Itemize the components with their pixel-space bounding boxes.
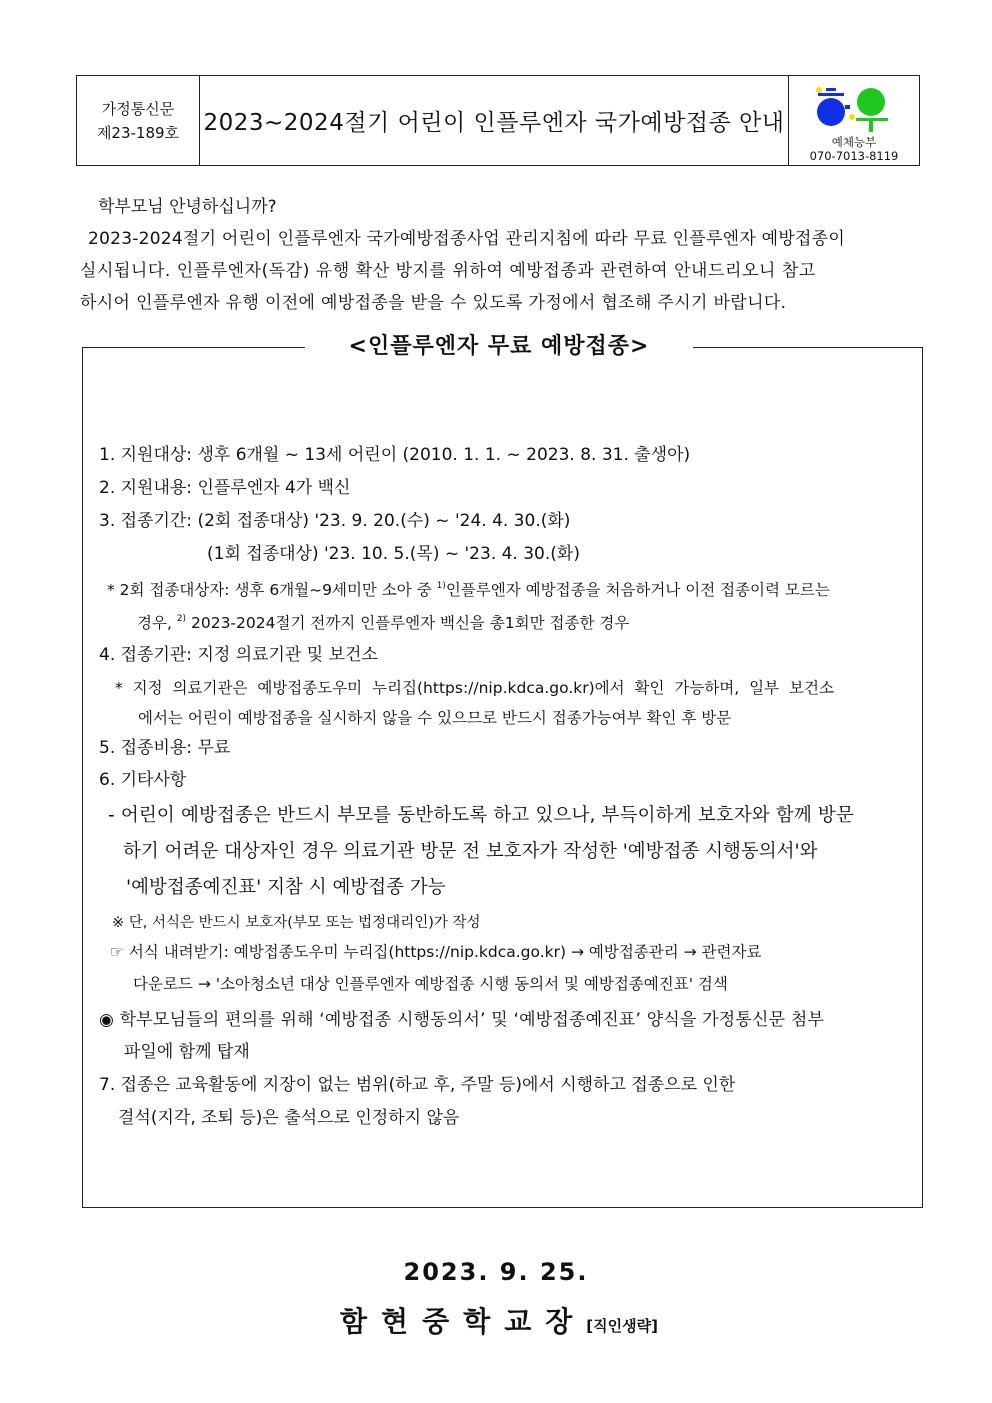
- item-3-period: 3. 접종기간: (2회 접종대상) '23. 9. 20.(수) ~ '24. 4. 30.(화): [99, 511, 571, 531]
- item-7-line-2: 결석(지각, 조퇴 등)은 출석으로 인정하지 않음: [118, 1108, 460, 1128]
- document-title: 2023~2024절기 어린이 인플루엔자 국가예방접종 안내: [200, 76, 789, 165]
- item-4-institution: 4. 접종기관: 지정 의료기관 및 보건소: [99, 645, 378, 665]
- contact-phone: 070-7013-8119: [809, 149, 899, 163]
- item-3-period-second: (1회 접종대상) '23. 10. 5.(목) ~ '23. 4. 30.(화): [207, 544, 580, 564]
- department-label: 예체능부: [831, 135, 877, 149]
- greeting: 학부모님 안녕하십니까?: [98, 197, 277, 217]
- note-3-line-2: [137, 609, 629, 633]
- footnote-marker-2: 2): [176, 614, 187, 624]
- item-6-other: 6. 기타사항: [99, 770, 187, 790]
- item-2-content: 2. 지원내용: 인플루엔자 4가 백신: [99, 478, 351, 498]
- principal-name: 함현중학교장: [340, 1305, 587, 1338]
- item-1-target: 1. 지원대상: 생후 6개월 ~ 13세 어린이 (2010. 1. 1. ~ 2023. 8. 31. 출생아): [99, 445, 691, 465]
- note-3-line-1: [107, 576, 830, 600]
- item-5-cost: 5. 접종비용: 무료: [99, 738, 231, 758]
- footnote-marker-1: 1): [436, 581, 446, 591]
- note-3-text-c: 경우,: [137, 614, 177, 632]
- notice-category: 가정통신문: [101, 99, 175, 118]
- signature-line: [340, 1300, 658, 1340]
- note-3-text-a: * 2회 접종대상자: 생후 6개월~9세미만 소아 중: [107, 581, 437, 599]
- note-3-text-d: 2023-2024절기 전까지 인플루엔자 백신을 총1회만 접종한 경우: [186, 614, 630, 632]
- school-logo-icon: [814, 87, 894, 135]
- note-4-line-1: * 지정 의료기관은 예방접종도우미 누리집(https://nip.kdca.go.kr)에서 확인 가능하며, 일부 보건소: [115, 679, 834, 697]
- notice-number: 제23-189호: [96, 123, 180, 142]
- item-6-line-1: - 어린이 예방접종은 반드시 부모를 동반하도록 하고 있으나, 부득이하게 보호자와 함께 방문: [108, 805, 854, 826]
- note-6-form-writer: ※ 단, 서식은 반드시 보호자(부모 또는 법정대리인)가 작성: [112, 915, 481, 931]
- note-3-text-b: 인플루엔자 예방접종을 처음하거나 이전 접종이력 모르는: [445, 581, 830, 599]
- attachment-notice-line-1: ◉ 학부모님들의 편의를 위해 ‘예방접종 시행동의서’ 및 ‘예방접종예진표’ 양식을 가정통신문 첨부: [99, 1010, 825, 1030]
- box-title: <인플루엔자 무료 예방접종>: [305, 330, 693, 364]
- intro-line-2: 실시됩니다. 인플루엔자(독감) 유행 확산 방지를 위하여 예방접종과 관련하여 안내드리오니 참고: [80, 261, 816, 281]
- attachment-notice-line-2: 파일에 함께 탑재: [124, 1042, 250, 1062]
- intro-line-3: 하시어 인플루엔자 유행 이전에 예방접종을 받을 수 있도록 가정에서 협조해 주시기 바랍니다.: [80, 293, 787, 313]
- intro-line-1: 2023-2024절기 어린이 인플루엔자 국가예방접종사업 관리지침에 따라 무료 인플루엔자 예방접종이: [88, 229, 846, 249]
- header-box: [76, 75, 920, 166]
- seal-note: [직인생략]: [586, 1317, 658, 1335]
- item-6-line-2: 하기 어려운 대상자인 경우 의료기관 방문 전 보호자가 작성한 '예방접종 시행동의서'와: [123, 841, 818, 862]
- note-6-download: ☞ 서식 내려받기: 예방접종도우미 누리집(https://nip.kdca.go.kr) → 예방접종관리 → 관련자료: [110, 943, 762, 961]
- item-6-line-3: '예방접종예진표' 지참 시 예방접종 가능: [126, 877, 446, 898]
- item-7-line-1: 7. 접종은 교육활동에 지장이 없는 범위(하교 후, 주말 등)에서 시행하고 접종으로 인한: [99, 1075, 736, 1095]
- note-6-search: 다운로드 → '소아청소년 대상 인플루엔자 예방접종 시행 동의서 및 예방접종예진표' 검색: [133, 975, 728, 993]
- note-4-line-2: 에서는 어린이 예방접종을 실시하지 않을 수 있으므로 반드시 접종가능여부 확인 후 방문: [138, 709, 732, 727]
- school-logo-cell: [789, 76, 919, 165]
- issue-date: 2023. 9. 25.: [403, 1258, 589, 1286]
- notice-number-cell: [77, 76, 200, 165]
